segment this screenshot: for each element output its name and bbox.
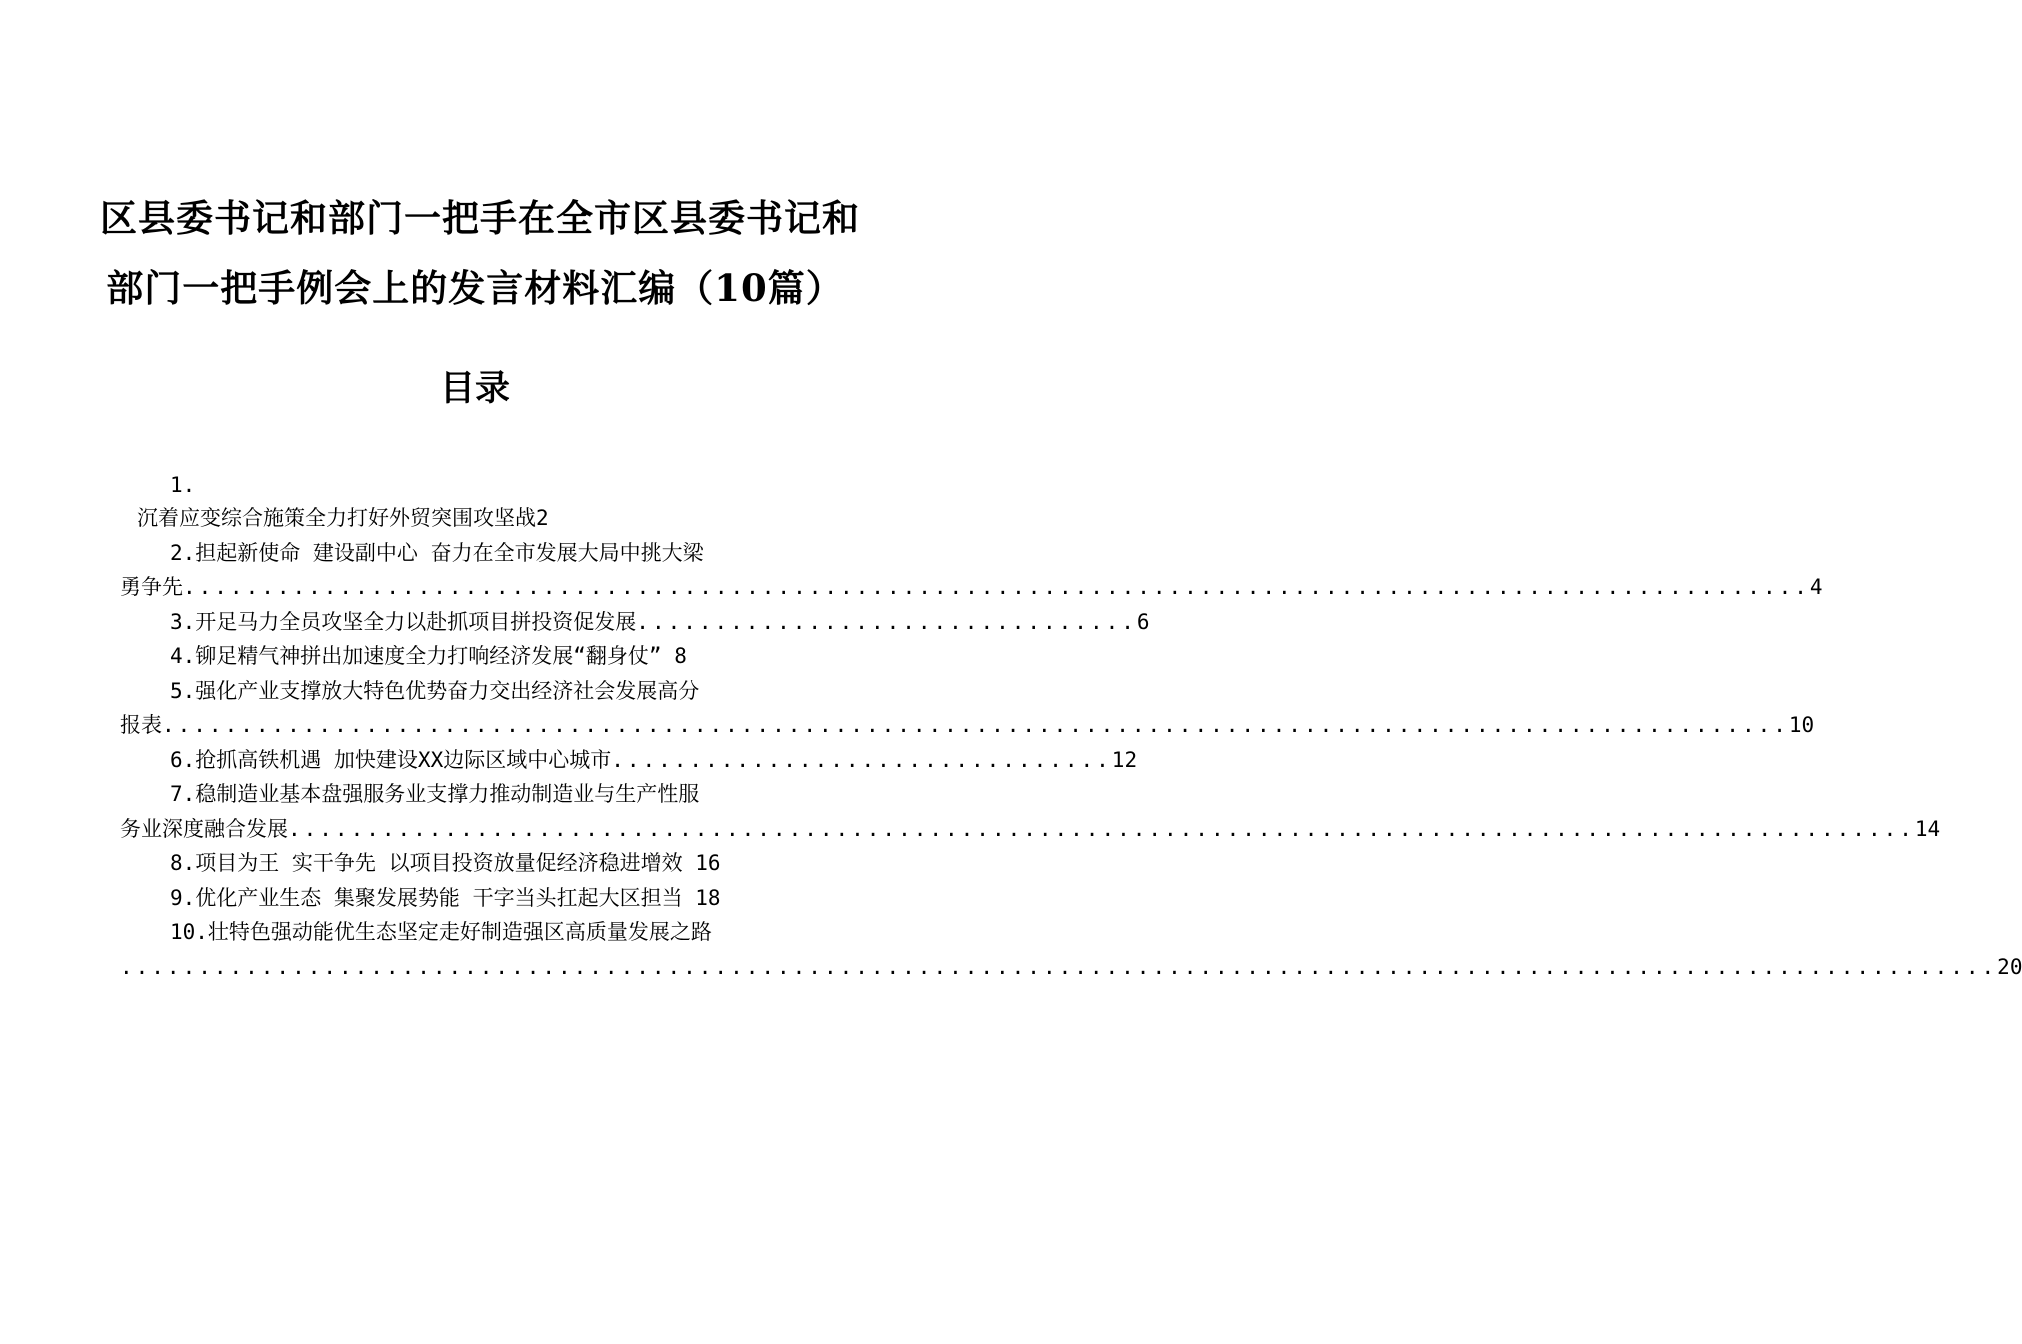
toc-item-7-continued[interactable] [120,814,1941,844]
toc-item-3[interactable] [170,607,1150,637]
toc-item-3-page: 6 [1136,610,1150,634]
toc-leader-dots: ........................................................................................................ [162,713,1789,737]
toc-item-7[interactable]: 7.稳制造业基本盘强服务业支撑力推动制造业与生产性服 [170,782,700,806]
toc-item-4[interactable]: 4.铆足精气神拼出加速度全力打响经济发展“翻身仗” 8 [170,644,687,668]
toc-item-2[interactable]: 2.担起新使命 建设副中心 奋力在全市发展大局中挑大梁 [170,541,704,565]
toc-item-5[interactable]: 5.强化产业支撑放大特色优势奋力交出经济社会发展高分 [170,679,700,703]
toc-item-8[interactable]: 8.项目为王 实干争先 以项目投资放量促经济稳进增效 16 [170,851,721,875]
toc-item-10-continued[interactable] [120,952,2022,982]
document-title-line-2: 部门一把手例会上的发言材料汇编（10篇） [106,266,844,310]
toc-item-1[interactable]: 沉着应变综合施策全力打好外贸突围攻坚战2 [137,506,549,530]
toc-leader-dots: ........................................................................................................ [288,817,1915,841]
toc-item-2-continued[interactable] [120,572,1823,602]
toc-item-6-text: 6.抢抓高铁机遇 加快建设XX边际区域中心城市 [170,748,612,772]
toc-leader-dots: ................................ [636,610,1137,634]
toc-item-10[interactable]: 10.壮特色强动能优生态坚定走好制造强区高质量发展之路 [170,920,712,944]
toc-item-9[interactable]: 9.优化产业生态 集聚发展势能 干字当头扛起大区担当 18 [170,886,721,910]
toc-item-5-continued[interactable] [120,710,1815,740]
toc-item-6-page: 12 [1111,748,1138,772]
toc-heading: 目录 [439,368,510,409]
toc-leader-dots: ................................ [611,748,1112,772]
toc-item-10-page: 20 [1997,955,2022,979]
toc-item-3-text: 3.开足马力全员攻坚全力以赴抓项目拼投资促发展 [170,610,637,634]
toc-item-7-text: 务业深度融合发展 [120,817,288,841]
document-title-line-1: 区县委书记和部门一把手在全市区县委书记和 [100,196,860,240]
toc-item-5-text: 报表 [120,713,162,737]
toc-leader-dots: ........................................................................................................................ [120,955,1998,979]
toc-item-7-page: 14 [1914,817,1941,841]
toc-item-1-number[interactable]: 1. [170,473,196,497]
toc-item-2-text: 勇争先 [120,575,183,599]
toc-leader-dots: ........................................................................................................ [183,575,1810,599]
toc-item-2-page: 4 [1809,575,1823,599]
toc-item-6[interactable] [170,745,1138,775]
toc-item-5-page: 10 [1788,713,1815,737]
